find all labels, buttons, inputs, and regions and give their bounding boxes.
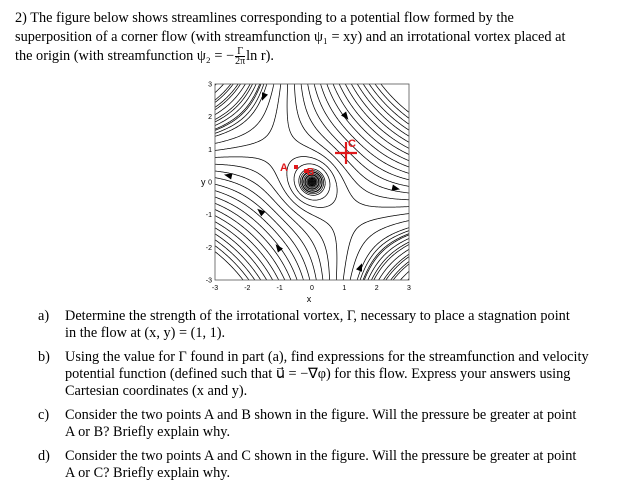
y-tick-label: 1 [208, 146, 212, 154]
problem-text-3b: ln r). [246, 48, 274, 64]
problem-text-1: The figure below shows streamlines corresponding to a potential flow formed by the [30, 10, 514, 26]
y-tick-label: 3 [208, 81, 212, 89]
x-tick-labels [212, 285, 411, 292]
question-label: c) [38, 407, 50, 423]
question-label: d) [38, 448, 50, 464]
point-c-label: C [348, 138, 356, 150]
x-tick-label: 0 [310, 285, 314, 292]
problem-line-3 [15, 47, 613, 66]
point-b-label: B [307, 167, 315, 178]
y-tick-label: -2 [205, 244, 212, 252]
y-tick-label: -3 [205, 277, 212, 285]
flow-arrows [224, 92, 400, 272]
x-tick-label: -1 [276, 285, 283, 292]
y-tick-label: 2 [208, 114, 212, 122]
question-list [38, 308, 604, 489]
gamma-over-2pi [235, 47, 245, 66]
y-tick-label: -1 [205, 212, 212, 220]
question-line: A or C? Briefly explain why. [65, 465, 231, 481]
y-tick-labels [206, 82, 212, 285]
streamlines [215, 84, 409, 280]
streamline-figure [195, 77, 420, 309]
point-a-marker [294, 165, 298, 169]
x-tick-label: 2 [374, 285, 379, 292]
streamline [215, 84, 409, 280]
y-tick-label: 0 [208, 179, 212, 187]
flow-arrow-icon [392, 185, 401, 191]
question-label: b) [38, 349, 50, 365]
x-axis-label: x [306, 294, 312, 304]
question-a [38, 308, 604, 342]
problem-number: 2) [15, 10, 27, 26]
problem-line-1 [15, 9, 613, 28]
question-line: A or B? Briefly explain why. [65, 424, 231, 440]
frac-numerator: Γ [235, 47, 245, 57]
question-line: potential function (defined such that u⃗ = −∇φ) for this flow. Express your answers using [65, 366, 571, 382]
flow-arrow-icon [224, 173, 233, 179]
x-tick-label: -3 [211, 285, 219, 292]
problem-text-3a: the origin (with streamfunction ψ₂ = − [15, 48, 235, 64]
flow-arrow-icon [276, 244, 283, 252]
question-line: Cartesian coordinates (x and y). [65, 383, 248, 399]
x-tick-label: 3 [407, 285, 411, 292]
frac-denominator: 2π [235, 56, 246, 68]
point-a-label: A [280, 162, 288, 174]
question-d [38, 448, 604, 482]
question-line: Determine the strength of the irrotational vortex, Γ, necessary to place a stagnation point [65, 308, 570, 324]
point-markers [280, 138, 357, 178]
question-b [38, 349, 604, 400]
flow-arrow-icon [341, 112, 348, 120]
streamline-plot [195, 77, 420, 309]
question-c [38, 407, 604, 441]
question-label: a) [38, 308, 50, 324]
problem-statement [15, 9, 613, 66]
x-tick-label: 1 [342, 285, 347, 292]
problem-line-2: superposition of a corner flow (with streamfunction ψ₁ = xy) and an irrotational vortex placed at [15, 29, 566, 45]
y-axis-label: y [201, 177, 206, 187]
flow-arrow-icon [262, 92, 268, 101]
question-line: Consider the two points A and C shown in the figure. Will the pressure be greater at point [65, 448, 577, 464]
question-line: in the flow at (x, y) = (1, 1). [65, 325, 226, 341]
question-line: Using the value for Γ found in part (a), find expressions for the streamfunction and velocity [65, 349, 589, 365]
question-line: Consider the two points A and B shown in the figure. Will the pressure be greater at point [65, 407, 577, 423]
x-tick-label: -2 [244, 285, 251, 292]
flow-arrow-icon [356, 263, 362, 272]
